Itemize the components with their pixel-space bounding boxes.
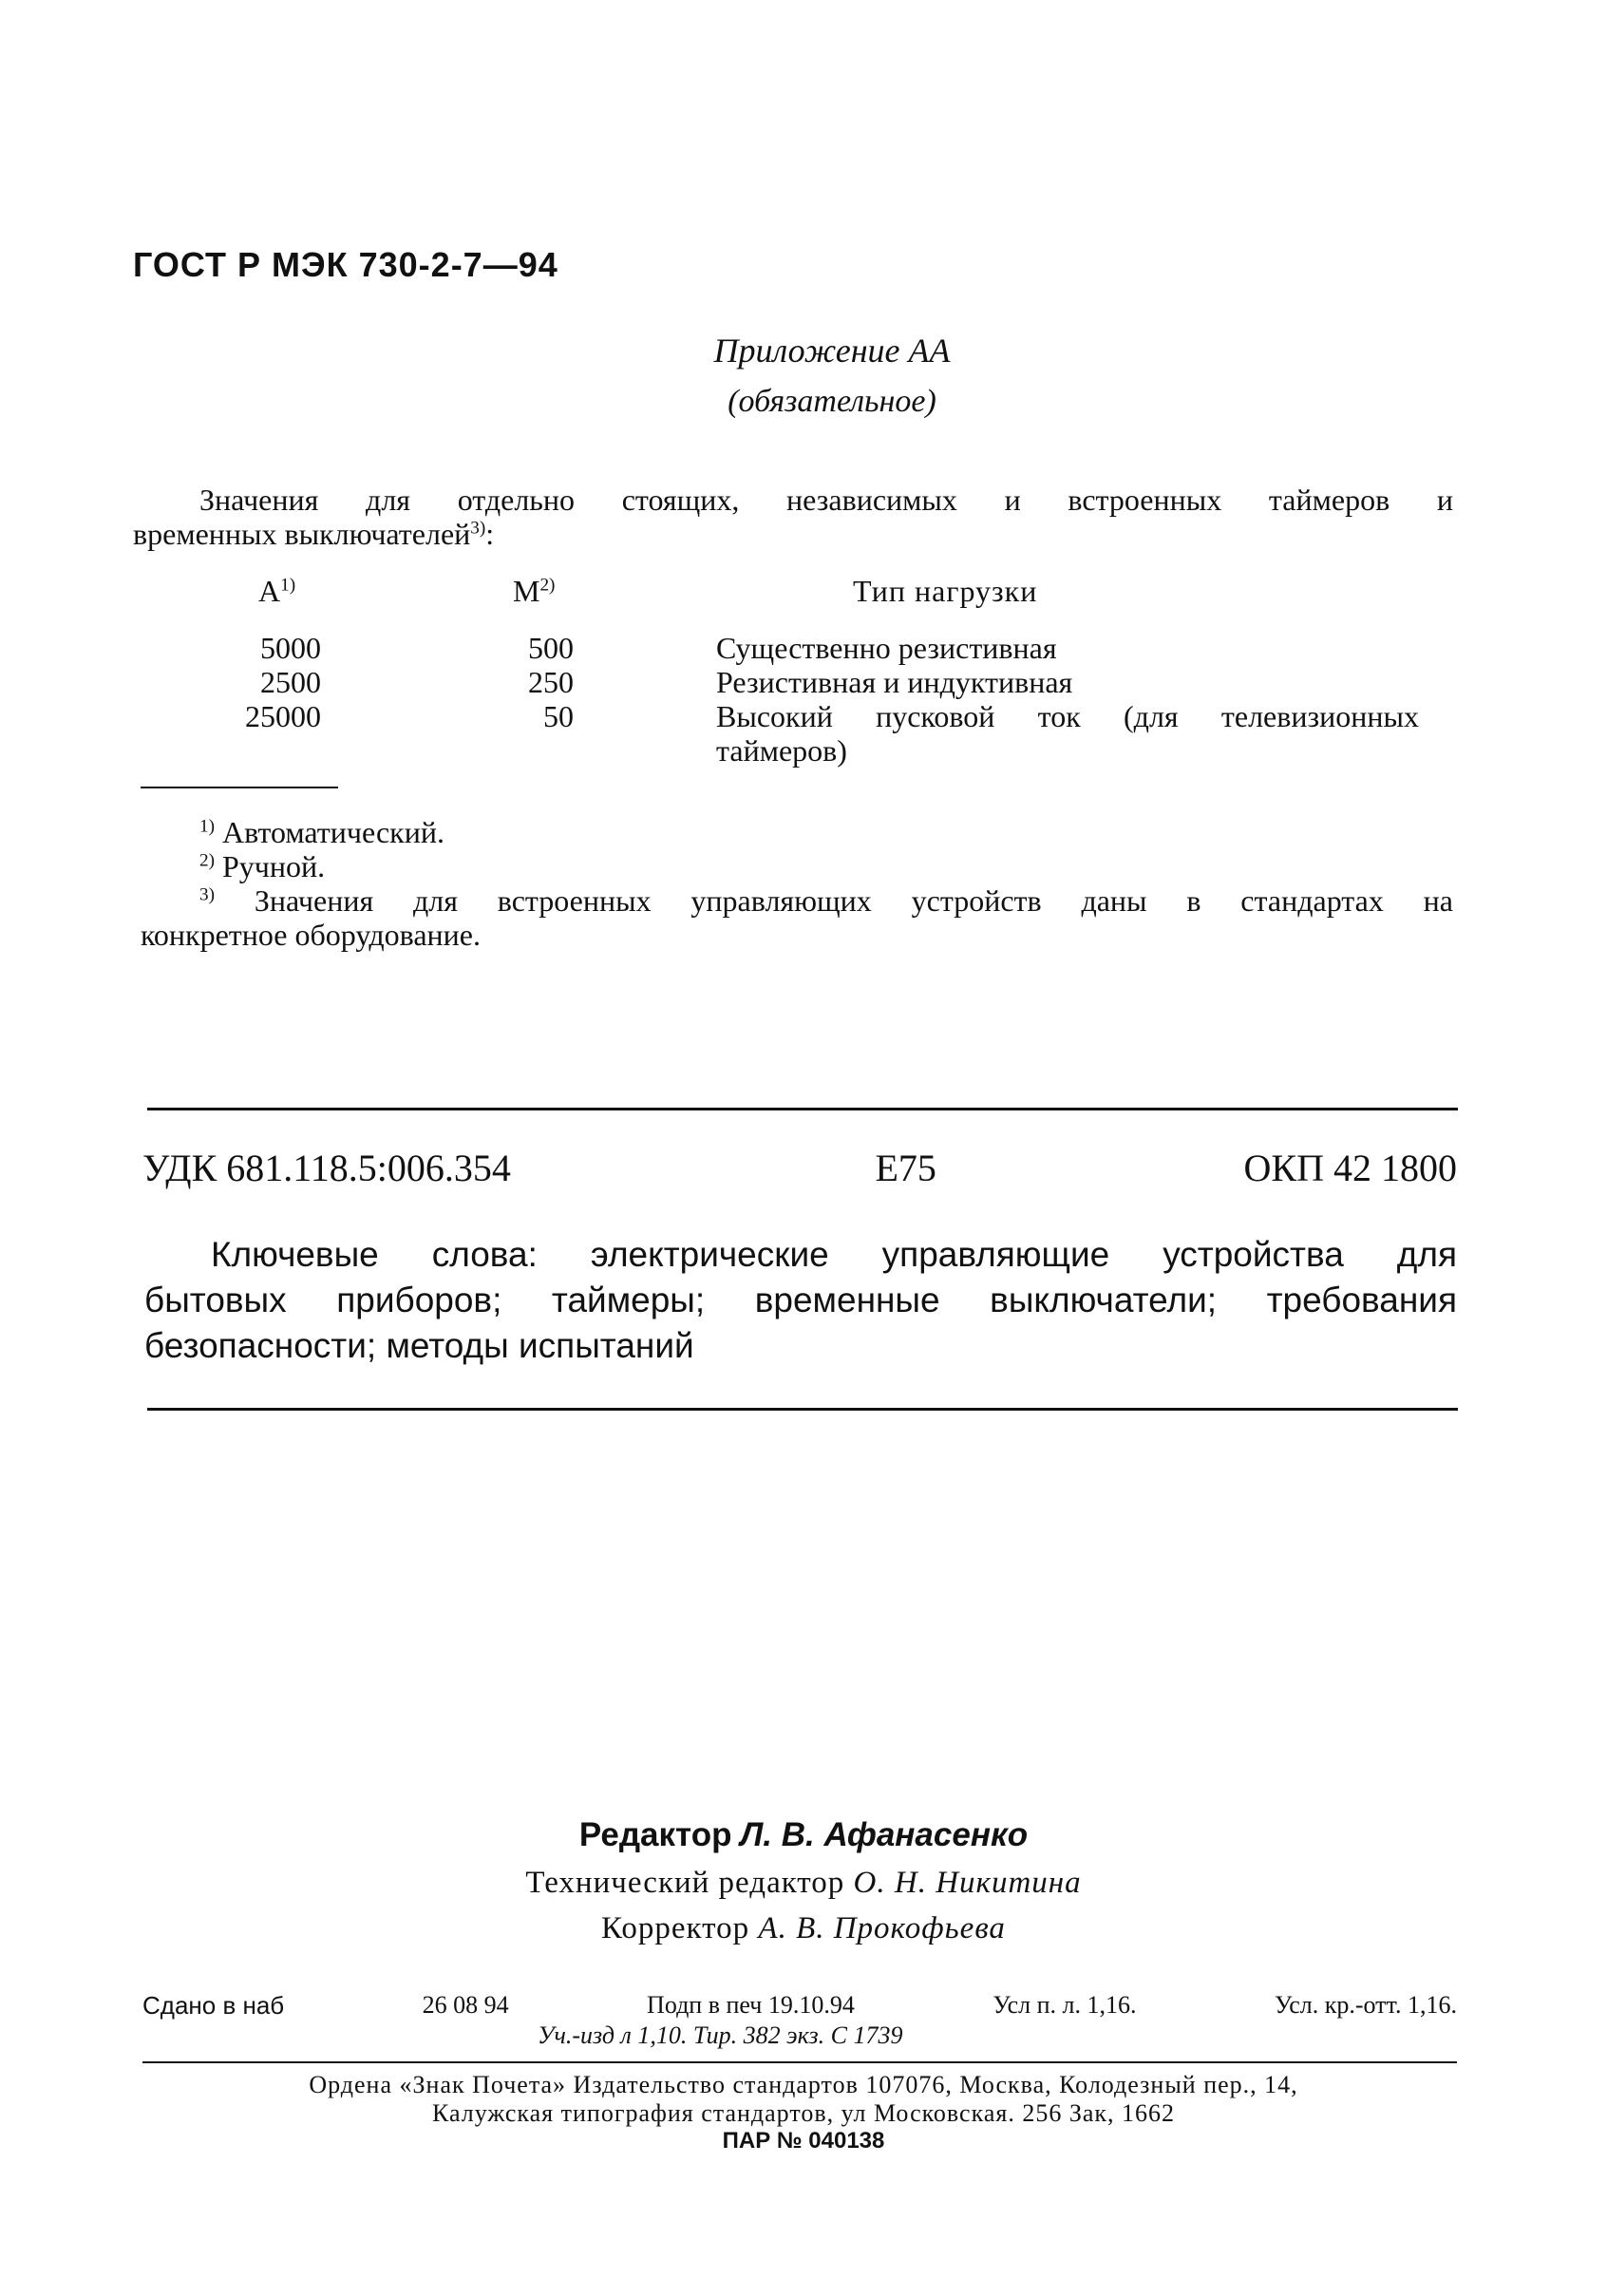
publisher-line-3: ПАР № 040138: [722, 2128, 885, 2154]
footnote-3-cont: конкретное оборудование.: [141, 918, 481, 952]
usl-pl: Усл п. л. 1,16.: [993, 1991, 1137, 2019]
row-3-load-cont: таймеров): [716, 733, 847, 768]
classification-row: [142, 1146, 1457, 1190]
classification-top-rule: [147, 1108, 1458, 1110]
sent-date: 26 08 94: [422, 1991, 509, 2019]
footnote-1-mark: 1): [199, 816, 215, 837]
corrector-label: Корректор: [601, 1911, 750, 1945]
publisher-line-2: Калужская типография стандартов, ул Московская. 256 Зак, 1662: [431, 2099, 1176, 2127]
keywords-line-3: безопасности; методы испытаний: [144, 1326, 694, 1365]
udk-code: УДК 681.118.5:006.354: [142, 1147, 511, 1189]
signed-date: Подп в печ 19.10.94: [647, 1991, 855, 2019]
intro-line-2-end: :: [485, 517, 495, 551]
credit-tech-editor: [0, 1866, 1607, 1901]
credit-corrector: [0, 1911, 1607, 1946]
table-header-m: [513, 574, 555, 609]
corrector-name: А. В. Прокофьева: [758, 1911, 1006, 1945]
row-3-a: 25000: [245, 699, 321, 733]
editor-label: Редактор: [578, 1816, 732, 1853]
footnote-1: [199, 815, 444, 850]
credit-editor: [0, 1816, 1607, 1854]
footnote-divider: [141, 787, 338, 788]
intro-footnote-ref: 3): [470, 518, 486, 539]
footnote-2: [199, 849, 325, 884]
appendix-status: (обязательное): [728, 384, 936, 419]
appendix-title: Приложение АА: [713, 332, 951, 370]
header-m-sup: 2): [539, 575, 556, 596]
table-header-load: Тип нагрузки: [853, 574, 1038, 608]
header-a-text: А: [258, 574, 281, 608]
footnote-2-text: Ручной.: [221, 849, 326, 883]
group-code: Е75: [875, 1147, 936, 1189]
intro-line-2: [133, 517, 494, 552]
usl-kr: Усл. кр.-отт. 1,16.: [1274, 1991, 1457, 2019]
footnote-3: [199, 883, 1453, 919]
table-header-a: [258, 574, 295, 609]
footnote-3-mark: 3): [199, 884, 215, 905]
footnote-2-mark: 2): [199, 850, 215, 871]
editor-name: Л. В. Афанасенко: [740, 1816, 1029, 1853]
intro-line-2-text: временных выключателей: [133, 517, 471, 551]
publisher-top-rule: [142, 2061, 1457, 2063]
row-3-load: Высокий пусковой ток (для телевизионных: [716, 699, 1419, 733]
imprint-line-1: [142, 1991, 1457, 2021]
row-2-load: Резистивная и индуктивная: [716, 665, 1073, 699]
row-2-a: 2500: [260, 665, 321, 699]
document-code: ГОСТ Р МЭК 730-2-7—94: [133, 245, 558, 284]
okp-code: ОКП 42 1800: [1243, 1147, 1457, 1189]
publisher-line-1: Ордена «Знак Почета» Издательство стандартов 107076, Москва, Колодезный пер., 14,: [309, 2071, 1298, 2098]
row-3-m: 50: [543, 699, 574, 733]
intro-line-1: Значения для отдельно стоящих, независимых и встроенных таймеров и: [199, 483, 1453, 517]
keywords-line-2: бытовых приборов; таймеры; временные выключатели; требования: [144, 1281, 1457, 1319]
keywords-line-1: Ключевые слова: электрические управляющие устройства для: [211, 1235, 1457, 1274]
sent-label: Сдано в наб: [142, 1991, 285, 2020]
footnote-1-text: Автоматический.: [221, 815, 444, 849]
row-1-a: 5000: [260, 631, 321, 665]
footnote-3-text: Значения для встроенных управляющих устройств даны в стандартах на: [254, 883, 1454, 918]
header-m-text: М: [513, 574, 540, 608]
tech-editor-name: О. Н. Никитина: [853, 1866, 1082, 1900]
keywords-bottom-rule: [147, 1408, 1458, 1411]
row-2-m: 250: [528, 665, 574, 699]
tech-editor-label: Технический редактор: [525, 1866, 845, 1900]
row-1-load: Существенно резистивная: [716, 631, 1057, 665]
row-1-m: 500: [528, 631, 574, 665]
header-a-sup: 1): [280, 575, 296, 596]
imprint-line-2: Уч.-изд л 1,10. Тир. 382 экз. С 1739: [538, 2021, 903, 2049]
